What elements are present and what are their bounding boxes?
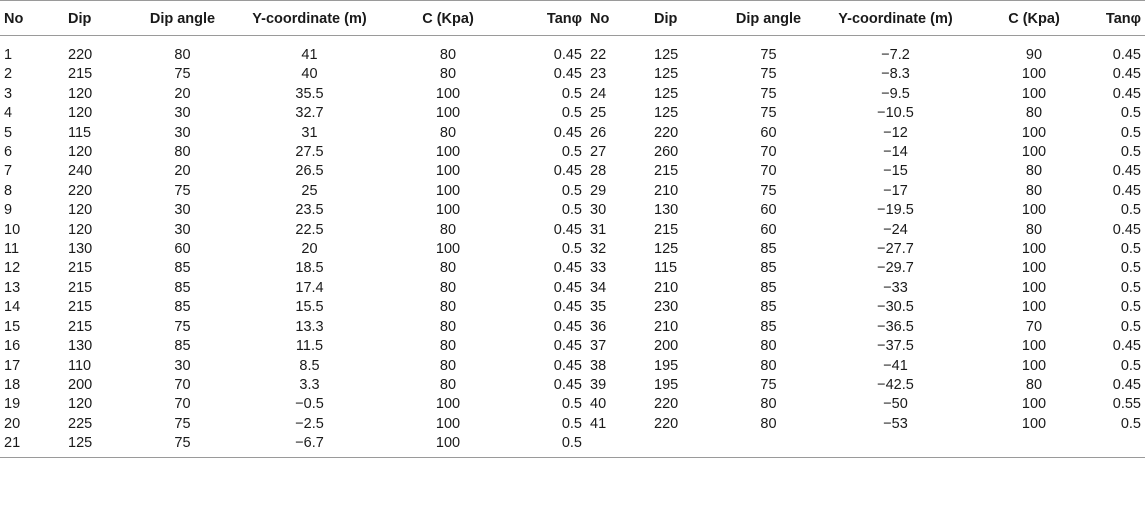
header-dip: Dip — [64, 1, 134, 36]
cell-no-2: 34 — [590, 279, 607, 296]
cell-no: 6 — [4, 144, 13, 161]
cell-y-coordinate-2: −27.7 — [877, 241, 914, 258]
cell-tan-phi: 0.5 — [508, 434, 586, 457]
header-dip-angle-2: Dip angle — [720, 1, 817, 36]
cell-dip-angle-2: 75 — [760, 105, 777, 122]
cell-no-2: 22 — [590, 47, 607, 63]
cell-no-2: 28 — [590, 163, 607, 180]
cell-c-kpa-2: 100 — [1021, 124, 1047, 141]
cell-dip-angle-2: 85 — [760, 260, 777, 277]
cell-tan-phi: 0.45 — [553, 357, 582, 374]
cell-c-kpa-2: 100 — [1021, 396, 1047, 413]
cell-no: 1 — [4, 47, 13, 63]
cell-y-coordinate: 3.3 — [299, 376, 320, 393]
cell-dip-angle: 30 — [174, 124, 191, 141]
table-row — [0, 162, 1145, 181]
cell-dip-2 — [650, 434, 720, 457]
cell-tan-phi: 0.5 — [561, 105, 582, 122]
cell-y-coordinate: 40 — [301, 66, 318, 83]
cell-y-coordinate-2: −53 — [883, 415, 908, 432]
cell-dip-angle-2: 85 — [760, 241, 777, 258]
cell-tan-phi-2 — [1094, 434, 1145, 457]
cell-y-coordinate-2: −8.3 — [881, 66, 910, 83]
table-row — [0, 279, 1145, 298]
cell-dip-angle-2: 85 — [760, 299, 777, 316]
cell-y-coordinate-2: −24 — [883, 221, 908, 238]
cell-dip-angle: 75 — [134, 434, 231, 457]
cell-c-kpa: 80 — [439, 47, 457, 63]
cell-y-coordinate-2 — [817, 434, 974, 457]
cell-c-kpa: 80 — [439, 279, 457, 296]
cell-tan-phi: 0.45 — [553, 163, 582, 180]
cell-dip-angle-2: 70 — [760, 163, 777, 180]
cell-c-kpa: 80 — [439, 376, 457, 393]
cell-dip: 215 — [68, 260, 93, 277]
cell-dip-angle-2: 80 — [760, 357, 777, 374]
cell-y-coordinate-2: −19.5 — [877, 202, 914, 219]
header-c-kpa: C (Kpa) — [388, 1, 508, 36]
cell-dip-angle: 85 — [174, 299, 191, 316]
table-row — [0, 376, 1145, 395]
cell-tan-phi-2: 0.5 — [1120, 241, 1141, 258]
cell-dip: 240 — [68, 163, 93, 180]
cell-tan-phi-2: 0.45 — [1112, 338, 1141, 355]
cell-dip: 215 — [68, 299, 93, 316]
cell-y-coordinate: 15.5 — [295, 299, 324, 316]
cell-tan-phi-2: 0.45 — [1112, 85, 1141, 102]
cell-dip-angle: 20 — [174, 85, 191, 102]
cell-c-kpa: 100 — [435, 163, 461, 180]
cell-c-kpa: 100 — [388, 434, 508, 457]
cell-dip: 120 — [68, 396, 93, 413]
cell-c-kpa-2: 100 — [1021, 357, 1047, 374]
cell-tan-phi: 0.5 — [561, 144, 582, 161]
cell-c-kpa-2: 100 — [1021, 279, 1047, 296]
cell-no-2: 29 — [590, 182, 607, 199]
cell-c-kpa: 80 — [439, 357, 457, 374]
cell-dip: 115 — [68, 124, 92, 141]
cell-c-kpa: 80 — [439, 318, 457, 335]
cell-dip-angle-2: 70 — [760, 144, 777, 161]
cell-dip-angle-2: 75 — [760, 47, 777, 63]
cell-no-2: 37 — [590, 338, 607, 355]
cell-tan-phi-2: 0.55 — [1112, 396, 1141, 413]
cell-c-kpa: 80 — [439, 221, 457, 238]
cell-tan-phi: 0.45 — [553, 299, 582, 316]
cell-y-coordinate-2: −33 — [883, 279, 908, 296]
cell-dip: 120 — [68, 85, 93, 102]
cell-tan-phi-2: 0.45 — [1112, 163, 1141, 180]
cell-c-kpa: 80 — [439, 260, 457, 277]
cell-dip-2: 125 — [654, 105, 679, 122]
cell-dip: 110 — [68, 357, 92, 374]
cell-c-kpa: 100 — [435, 105, 461, 122]
cell-dip: 125 — [64, 434, 134, 457]
cell-dip-2: 125 — [654, 66, 679, 83]
cell-dip: 200 — [68, 376, 93, 393]
cell-c-kpa-2: 80 — [1025, 163, 1043, 180]
cell-y-coordinate: 17.4 — [295, 279, 324, 296]
cell-dip: 220 — [68, 47, 93, 63]
cell-tan-phi-2: 0.5 — [1120, 105, 1141, 122]
cell-dip-2: 210 — [654, 318, 679, 335]
cell-c-kpa-2: 80 — [1025, 105, 1043, 122]
cell-no: 5 — [4, 124, 13, 141]
cell-y-coordinate: −0.5 — [295, 396, 324, 413]
cell-dip-angle-2: 60 — [760, 221, 777, 238]
cell-tan-phi-2: 0.45 — [1112, 182, 1141, 199]
cell-no: 16 — [4, 338, 21, 355]
cell-c-kpa-2: 100 — [1021, 338, 1047, 355]
table-row — [0, 395, 1145, 414]
cell-c-kpa-2: 100 — [1021, 415, 1047, 432]
cell-dip-2: 125 — [654, 241, 679, 258]
cell-c-kpa: 80 — [439, 66, 457, 83]
cell-dip-angle: 30 — [174, 357, 191, 374]
cell-dip-angle: 85 — [174, 279, 191, 296]
cell-dip-angle: 85 — [174, 260, 191, 277]
cell-dip-2: 210 — [654, 279, 679, 296]
cell-dip-angle-2: 85 — [760, 279, 777, 296]
cell-c-kpa: 80 — [439, 338, 457, 355]
cell-y-coordinate-2: −14 — [883, 144, 908, 161]
cell-y-coordinate: 32.7 — [295, 105, 324, 122]
cell-tan-phi: 0.5 — [561, 396, 582, 413]
cell-tan-phi: 0.45 — [553, 124, 582, 141]
cell-y-coordinate-2: −30.5 — [877, 299, 914, 316]
header-dip-2: Dip — [650, 1, 720, 36]
cell-c-kpa-2: 70 — [1025, 318, 1043, 335]
table-row — [0, 124, 1145, 143]
cell-dip-angle: 30 — [174, 221, 191, 238]
cell-dip-angle-2: 75 — [760, 66, 777, 83]
cell-no-2: 39 — [590, 376, 607, 393]
cell-dip-angle: 75 — [174, 182, 191, 199]
cell-tan-phi: 0.45 — [553, 221, 582, 238]
cell-c-kpa: 100 — [435, 85, 461, 102]
cell-y-coordinate-2: −17 — [883, 182, 908, 199]
cell-y-coordinate-2: −41 — [883, 357, 908, 374]
cell-tan-phi: 0.45 — [553, 66, 582, 83]
cell-y-coordinate-2: −15 — [883, 163, 908, 180]
cell-y-coordinate-2: −7.2 — [881, 47, 910, 63]
cell-c-kpa: 100 — [435, 396, 461, 413]
header-row — [0, 1, 1145, 36]
header-no: No — [0, 1, 64, 36]
cell-no-2: 33 — [590, 260, 607, 277]
cell-dip-angle: 75 — [174, 415, 191, 432]
cell-no-2: 36 — [590, 318, 607, 335]
cell-no-2: 40 — [590, 396, 607, 413]
cell-no-2 — [586, 434, 650, 457]
cell-dip-angle-2: 85 — [760, 318, 777, 335]
cell-dip-angle: 75 — [174, 318, 191, 335]
cell-dip-2: 115 — [654, 260, 678, 277]
cell-tan-phi-2: 0.5 — [1120, 318, 1141, 335]
cell-tan-phi: 0.5 — [561, 241, 582, 258]
cell-c-kpa-2: 100 — [1021, 85, 1047, 102]
header-tan-phi-2: Tanφ — [1094, 1, 1145, 36]
cell-dip: 120 — [68, 221, 93, 238]
cell-c-kpa-2: 100 — [1021, 66, 1047, 83]
cell-tan-phi-2: 0.5 — [1120, 299, 1141, 316]
cell-c-kpa: 100 — [435, 415, 461, 432]
cell-tan-phi: 0.45 — [553, 376, 582, 393]
cell-no-2: 41 — [590, 415, 607, 432]
cell-c-kpa: 100 — [435, 241, 461, 258]
cell-tan-phi-2: 0.45 — [1112, 376, 1141, 393]
cell-dip: 215 — [68, 318, 93, 335]
cell-dip: 215 — [68, 66, 93, 83]
cell-tan-phi-2: 0.5 — [1120, 415, 1141, 432]
cell-y-coordinate: 11.5 — [295, 338, 324, 355]
cell-c-kpa-2: 100 — [1021, 202, 1047, 219]
cell-y-coordinate-2: −29.7 — [877, 260, 914, 277]
cell-dip: 215 — [68, 279, 93, 296]
cell-tan-phi: 0.45 — [553, 318, 582, 335]
header-c-kpa-2: C (Kpa) — [974, 1, 1094, 36]
cell-no-2: 31 — [590, 221, 607, 238]
cell-c-kpa-2: 100 — [1021, 241, 1047, 258]
cell-dip-2: 220 — [654, 396, 679, 413]
cell-y-coordinate: 31 — [301, 124, 318, 141]
cell-no-2: 26 — [590, 124, 607, 141]
cell-dip: 120 — [68, 105, 93, 122]
cell-dip: 225 — [68, 415, 93, 432]
cell-y-coordinate: 23.5 — [295, 202, 324, 219]
table-body — [0, 36, 1145, 458]
table-row — [0, 201, 1145, 220]
table-row — [0, 143, 1145, 162]
cell-no: 19 — [4, 396, 21, 413]
cell-tan-phi: 0.5 — [561, 182, 582, 199]
cell-dip-angle: 75 — [174, 66, 191, 83]
table-row — [0, 259, 1145, 278]
cell-no-2: 38 — [590, 357, 607, 374]
cell-tan-phi-2: 0.5 — [1120, 260, 1141, 277]
cell-dip-2: 195 — [654, 357, 679, 374]
header-y-coordinate: Y-coordinate (m) — [231, 1, 388, 36]
cell-dip: 220 — [68, 182, 93, 199]
cell-tan-phi-2: 0.45 — [1112, 47, 1141, 63]
cell-y-coordinate: 25 — [301, 182, 318, 199]
cell-c-kpa: 100 — [435, 202, 461, 219]
cell-no-2: 35 — [590, 299, 607, 316]
cell-dip-2: 125 — [654, 47, 679, 63]
cell-dip-angle-2: 80 — [760, 415, 777, 432]
cell-dip-angle-2: 60 — [760, 202, 777, 219]
cell-c-kpa-2: 100 — [1021, 144, 1047, 161]
cell-tan-phi: 0.45 — [553, 338, 582, 355]
table-row — [0, 357, 1145, 376]
table-row — [0, 36, 1145, 66]
cell-no: 21 — [0, 434, 64, 457]
cell-dip-2: 220 — [654, 415, 679, 432]
cell-dip-2: 210 — [654, 182, 679, 199]
cell-tan-phi: 0.45 — [553, 279, 582, 296]
cell-c-kpa-2: 100 — [1021, 260, 1047, 277]
table-row — [0, 434, 1145, 457]
table-row — [0, 65, 1145, 84]
cell-dip-2: 130 — [654, 202, 679, 219]
cell-y-coordinate-2: −36.5 — [877, 318, 914, 335]
cell-c-kpa: 80 — [439, 124, 457, 141]
cell-dip: 130 — [68, 241, 93, 258]
cell-y-coordinate-2: −37.5 — [877, 338, 914, 355]
cell-y-coordinate: −2.5 — [295, 415, 324, 432]
cell-no: 14 — [4, 299, 21, 316]
table-row — [0, 337, 1145, 356]
header-dip-angle: Dip angle — [134, 1, 231, 36]
cell-no-2: 32 — [590, 241, 607, 258]
table-row — [0, 298, 1145, 317]
cell-dip-2: 230 — [654, 299, 679, 316]
cell-dip-2: 220 — [654, 124, 679, 141]
cell-y-coordinate: 8.5 — [299, 357, 320, 374]
cell-tan-phi: 0.45 — [553, 47, 582, 63]
cell-dip-angle-2 — [720, 434, 817, 457]
cell-c-kpa-2: 80 — [1025, 376, 1043, 393]
cell-tan-phi-2: 0.5 — [1120, 144, 1141, 161]
cell-tan-phi-2: 0.45 — [1112, 66, 1141, 83]
cell-no: 8 — [4, 182, 13, 199]
cell-dip-angle: 70 — [174, 376, 191, 393]
cell-y-coordinate: −6.7 — [231, 434, 388, 457]
cell-tan-phi-2: 0.5 — [1120, 202, 1141, 219]
cell-no: 17 — [4, 357, 21, 374]
cell-no: 11 — [4, 241, 20, 258]
cell-tan-phi-2: 0.45 — [1112, 221, 1141, 238]
table-row — [0, 415, 1145, 434]
cell-dip-2: 195 — [654, 376, 679, 393]
cell-dip-2: 260 — [654, 144, 679, 161]
cell-y-coordinate-2: −50 — [883, 396, 908, 413]
header-y-coordinate-2: Y-coordinate (m) — [817, 1, 974, 36]
cell-dip: 130 — [68, 338, 93, 355]
cell-dip-angle-2: 75 — [760, 85, 777, 102]
cell-c-kpa: 80 — [439, 299, 457, 316]
cell-no: 3 — [4, 85, 13, 102]
cell-c-kpa-2 — [974, 434, 1094, 457]
cell-c-kpa-2: 100 — [1021, 299, 1047, 316]
cell-tan-phi-2: 0.5 — [1120, 279, 1141, 296]
table-row — [0, 318, 1145, 337]
cell-no: 7 — [4, 163, 13, 180]
cell-tan-phi: 0.5 — [561, 202, 582, 219]
cell-c-kpa-2: 80 — [1025, 221, 1043, 238]
cell-y-coordinate: 41 — [301, 47, 318, 63]
cell-tan-phi: 0.5 — [561, 85, 582, 102]
table-row — [0, 240, 1145, 259]
cell-dip-angle-2: 80 — [760, 338, 777, 355]
cell-y-coordinate: 22.5 — [295, 221, 324, 238]
cell-y-coordinate-2: −42.5 — [877, 376, 914, 393]
cell-y-coordinate: 35.5 — [295, 85, 324, 102]
cell-no: 10 — [4, 221, 21, 238]
table-row — [0, 221, 1145, 240]
cell-dip-angle-2: 80 — [760, 396, 777, 413]
cell-y-coordinate: 18.5 — [295, 260, 324, 277]
cell-y-coordinate: 13.3 — [295, 318, 324, 335]
cell-dip-angle-2: 75 — [760, 376, 777, 393]
cell-dip-angle: 60 — [174, 241, 191, 258]
cell-no-2: 27 — [590, 144, 607, 161]
cell-no: 18 — [4, 376, 21, 393]
cell-c-kpa-2: 90 — [1025, 47, 1043, 63]
cell-dip-angle: 80 — [174, 144, 191, 161]
cell-dip-angle: 85 — [174, 338, 191, 355]
cell-tan-phi-2: 0.5 — [1120, 124, 1141, 141]
header-no-2: No — [586, 1, 650, 36]
cell-dip: 120 — [68, 202, 93, 219]
cell-tan-phi-2: 0.5 — [1120, 357, 1141, 374]
cell-no-2: 25 — [590, 105, 607, 122]
table-row — [0, 182, 1145, 201]
cell-dip-angle: 20 — [174, 163, 191, 180]
cell-no: 12 — [4, 260, 21, 277]
cell-tan-phi: 0.45 — [553, 260, 582, 277]
cell-dip-angle: 80 — [174, 47, 191, 63]
cell-dip-2: 200 — [654, 338, 679, 355]
cell-dip: 120 — [68, 144, 93, 161]
cell-no: 4 — [4, 105, 13, 122]
cell-y-coordinate-2: −9.5 — [881, 85, 910, 102]
cell-c-kpa: 100 — [435, 182, 461, 199]
cell-y-coordinate-2: −12 — [883, 124, 908, 141]
cell-no: 9 — [4, 202, 13, 219]
cell-no-2: 30 — [590, 202, 607, 219]
cell-dip-angle-2: 75 — [760, 182, 777, 199]
cell-dip-angle: 30 — [174, 105, 191, 122]
cell-no: 2 — [4, 66, 13, 83]
table-row — [0, 104, 1145, 123]
cell-y-coordinate: 20 — [301, 241, 318, 258]
cell-no: 15 — [4, 318, 21, 335]
cell-tan-phi: 0.5 — [561, 415, 582, 432]
cell-y-coordinate: 26.5 — [295, 163, 324, 180]
cell-c-kpa: 100 — [435, 144, 461, 161]
cell-no-2: 23 — [590, 66, 607, 83]
cell-dip-angle: 70 — [174, 396, 191, 413]
header-tan-phi: Tanφ — [508, 1, 586, 36]
cell-dip-2: 215 — [654, 221, 679, 238]
cell-c-kpa-2: 80 — [1025, 182, 1043, 199]
cell-dip-2: 125 — [654, 85, 679, 102]
cell-dip-angle: 30 — [174, 202, 191, 219]
cell-dip-2: 215 — [654, 163, 679, 180]
cell-no-2: 24 — [590, 85, 607, 102]
cell-no: 13 — [4, 279, 21, 296]
cell-dip-angle-2: 60 — [760, 124, 777, 141]
cell-y-coordinate: 27.5 — [295, 144, 324, 161]
cell-y-coordinate-2: −10.5 — [877, 105, 914, 122]
table-row — [0, 85, 1145, 104]
cell-no: 20 — [4, 415, 21, 432]
